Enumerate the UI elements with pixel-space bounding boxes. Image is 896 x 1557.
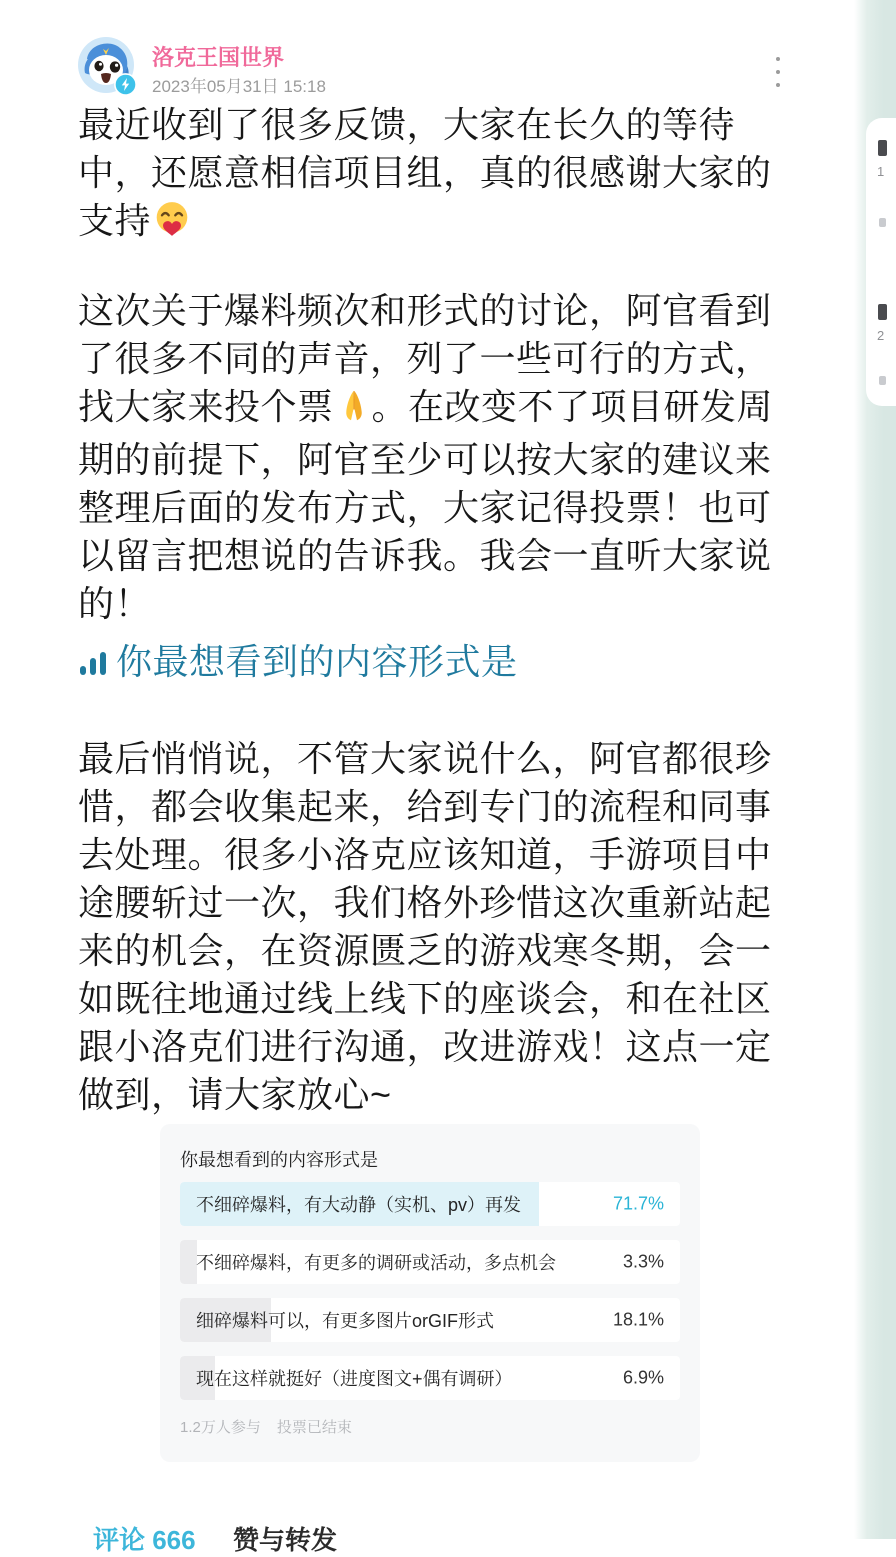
post-paragraph-2: 这次关于爆料频次和形式的讨论，阿官看到 了很多不同的声音，列了一些可行的方式， 找大家来投个票 。在改变不了项目研发周 期的前提下，阿官至少可以按大家的建议来 整理后面的发布方式，大家记得投票！也可 以留言把想说的告诉我。我会一直听大家说 的！ [78,290,774,624]
tab-likes-reposts[interactable]: 赞与转发 [233,1525,338,1555]
side-panel-icon-fragment [879,376,886,385]
face-with-heart-emoji [153,200,191,250]
avatar[interactable] [78,37,134,93]
poll-option-row[interactable] [180,1298,680,1342]
poll-option-label: 细碎爆料可以，有更多图片orGIF形式 [196,1311,495,1331]
post-paragraph-1: 最近收到了很多反馈，大家在长久的等待 中，还愿意相信项目组，真的很感谢大家的 支持 [78,101,794,250]
poll-option-row[interactable] [180,1182,680,1226]
poll-footer [180,1416,352,1437]
poll-option-label: 不细碎爆料，有更多的调研或活动，多点机会 [196,1253,556,1273]
poll-title: 你最想看到的内容形式是 [180,1150,378,1170]
poll-option-label: 不细碎爆料，有大动静（实机、pv）再发 [196,1195,522,1215]
poll-card [160,1124,700,1462]
post-datetime: 2023年05月31日 15:18 [152,77,326,96]
poll-option-percent: 18.1% [612,1309,664,1330]
side-panel-text-fragment [878,304,887,320]
poll-option-label: 现在这样就挺好（进度图文+偶有调研） [196,1369,513,1389]
poll-option-percent: 6.9% [622,1367,664,1388]
poll-status: 投票已结束 [276,1419,352,1436]
side-panel-rank-number: 1 [877,164,885,179]
poll-topic-link-label: 你最想看到的内容形式是 [116,641,518,682]
poll-bars-icon [78,646,108,678]
username[interactable]: 洛克王国世界 [152,45,285,70]
poll-option-percent: 71.7% [612,1193,664,1214]
side-panel-icon-fragment [879,218,886,227]
poll-option-row[interactable] [180,1240,680,1284]
lightning-badge-icon [114,73,137,96]
poll-topic-link[interactable] [78,638,518,686]
poll-option-row[interactable] [180,1356,680,1400]
tab-comments[interactable]: 评论 666 [93,1525,196,1555]
folded-hands-emoji [336,388,372,436]
poll-participants: 1.2万人参与 [180,1419,261,1436]
side-panel-text-fragment [878,140,887,156]
side-panel-rank-number: 2 [877,328,885,343]
poll-result-bar [180,1240,197,1284]
side-panel-cutoff[interactable] [866,118,896,406]
post-paragraph-3: 最后悄悄说，不管大家说什么，阿官都很珍 惜，都会收集起来，给到专门的流程和同事 去处理。很多小洛克应该知道，手游项目中 途腰斩过一次，我们格外珍惜这次重新站起 来的机会，在资源匮乏的游戏寒冬期，会一 如既往地通过线上线下的座谈会，和在社区 跟小洛克们进行沟通，改进游戏！这点一定 做到，请大家放心~ [78,738,772,1115]
poll-option-percent: 3.3% [622,1251,664,1272]
kebab-menu-icon[interactable] [766,55,790,89]
